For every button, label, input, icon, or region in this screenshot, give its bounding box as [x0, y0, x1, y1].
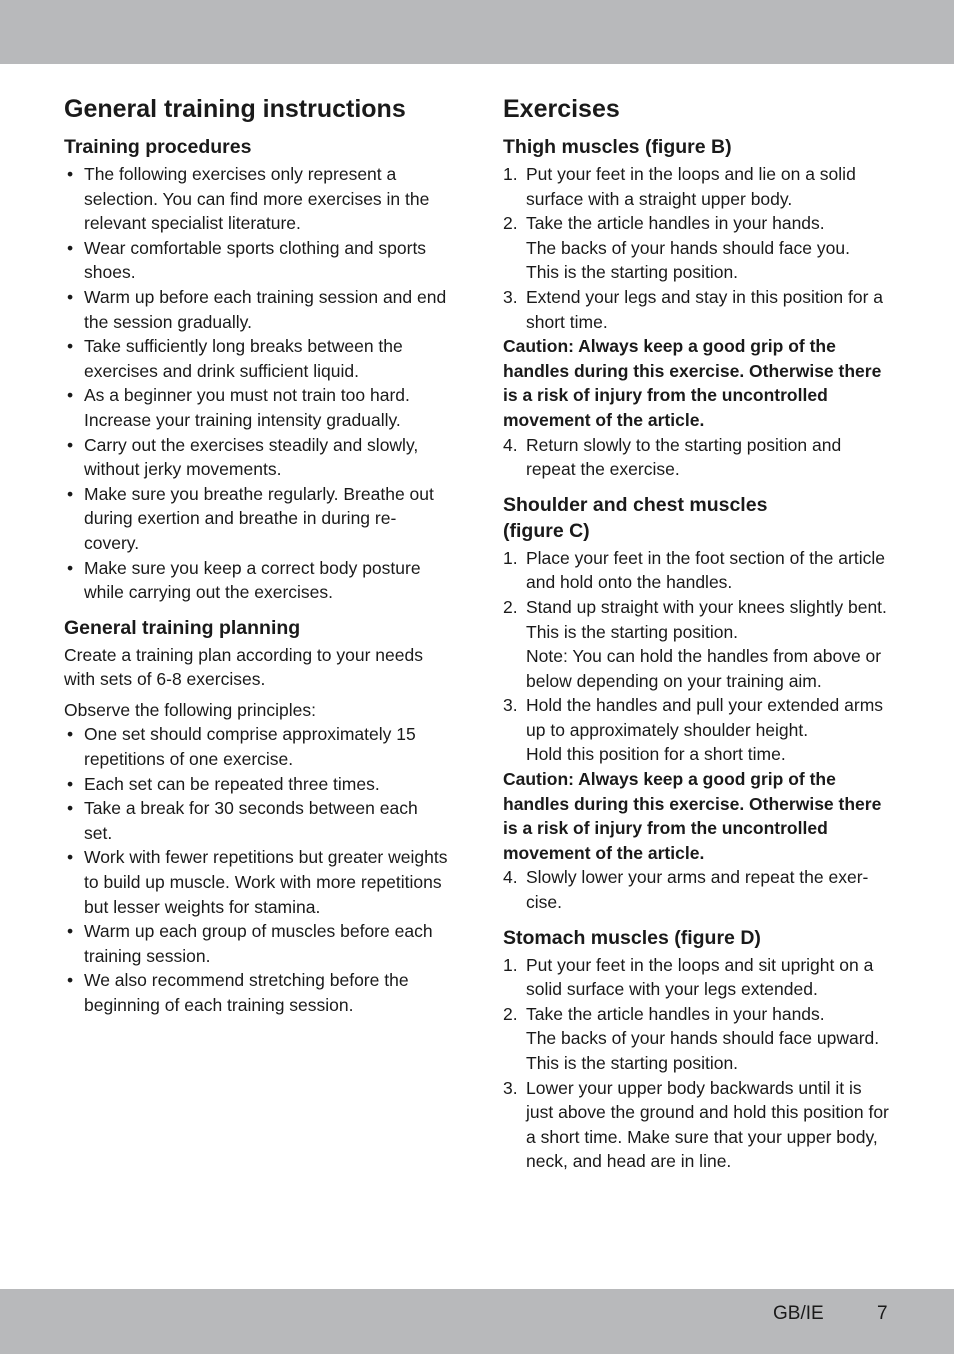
list-item: • We also recommend stretching before the beginning of each training session. — [64, 968, 448, 1017]
list-item: • Warm up before each training session and end the session gradually. — [64, 285, 448, 334]
list-item: 1. Place your feet in the foot section of the article and hold onto the handles. — [503, 547, 885, 593]
shoulder-section — [503, 492, 893, 915]
page-title-exercises: Exercises — [503, 95, 620, 123]
list-item: 2. Stand up straight with your knees slightly bent. This is the starting position. Note: You can hold the handles from above or below depending on your training aim. — [503, 596, 887, 691]
training-procedures-heading: Training procedures — [64, 136, 252, 158]
right-column — [503, 92, 893, 1184]
list-item: • Each set can be repeated three times. — [64, 772, 448, 797]
training-planning-section — [64, 615, 448, 1018]
list-item: 1. Put your feet in the loops and lie on a solid surface with a straight upper body. — [503, 164, 856, 209]
header-bar — [0, 0, 954, 64]
list-item: • Make sure you keep a correct body posture while carrying out the exercises. — [64, 556, 448, 605]
list-item: • As a beginner you must not train too hard. Increase your training intensity gradually. — [64, 383, 448, 432]
list-item: • Warm up each group of muscles before each training session. — [64, 919, 448, 968]
shoulder-heading: Shoulder and chest muscles (figure C) — [503, 493, 768, 542]
list-item: • Make sure you breathe regularly. Breathe out during exertion and breathe in during re-covery. — [64, 482, 448, 556]
list-item: • Wear comfortable sports clothing and sports shoes. — [64, 236, 448, 285]
list-item: 1. Put your feet in the loops and sit upright on a solid surface with your legs extended. — [503, 954, 874, 1000]
list-item: • Take a break for 30 seconds between each set. — [64, 796, 448, 845]
list-item: 3. Lower your upper body backwards until it is just above the ground and hold this position for a short time. Make sure that your upper body, neck, and head are in line. — [503, 1077, 889, 1172]
stomach-section — [503, 925, 893, 1174]
list-item: 4. Slowly lower your arms and repeat the exer-cise. — [503, 867, 869, 913]
thigh-steps-continued — [503, 433, 893, 482]
list-item: 3. Extend your legs and stay in this position for a short time. — [503, 286, 884, 332]
principles-list — [64, 722, 448, 1017]
page-title-general-training: General training instructions — [64, 95, 406, 123]
left-column — [64, 92, 448, 1028]
list-item: • Carry out the exercises steadily and slowly, without jerky movements. — [64, 433, 448, 482]
planning-intro: Create a training plan according to your needs with sets of 6-8 exercises. — [64, 644, 423, 690]
training-procedures-section — [64, 134, 448, 605]
shoulder-steps — [503, 546, 893, 767]
thigh-heading: Thigh muscles (figure B) — [503, 136, 732, 158]
list-item: • One set should comprise approximately 15 repetitions of one exercise. — [64, 722, 448, 771]
page-number: 7 — [877, 1303, 888, 1324]
list-item: 2. Take the article handles in your hands. The backs of your hands should face you. This is the starting position. — [503, 213, 850, 283]
list-item: • Work with fewer repetitions but greater weights to build up muscle. Work with more repetitions but lesser weights for stamina. — [64, 845, 448, 919]
thigh-steps — [503, 162, 893, 334]
list-item: • The following exercises only represent a selection. You can find more exercises in the relevant specialist literature. — [64, 162, 448, 236]
list-item: 3. Hold the handles and pull your extended arms up to approximately shoulder height. Hold this position for a short time. — [503, 695, 884, 765]
footer-region-label: GB/IE — [773, 1303, 824, 1324]
stomach-steps — [503, 953, 893, 1174]
list-item: • Take sufficiently long breaks between the exercises and drink sufficient liquid. — [64, 334, 448, 383]
list-item: 4. Return slowly to the starting position and repeat the exercise. — [503, 434, 842, 480]
thigh-section — [503, 134, 893, 482]
shoulder-steps-continued — [503, 865, 893, 914]
list-item: 2. Take the article handles in your hands. The backs of your hands should face upward. This is the starting position. — [503, 1003, 880, 1073]
caution-text: Caution: Always keep a good grip of the handles during this exercise. Otherwise there is a risk of injury from the uncontrolled movement of the article. — [503, 336, 882, 430]
training-planning-heading: General training planning — [64, 616, 301, 639]
principles-label: Observe the following principles: — [64, 699, 316, 720]
training-procedures-list — [64, 162, 448, 605]
caution-text: Caution: Always keep a good grip of the handles during this exercise. Otherwise there is a risk of injury from the uncontrolled movement of the article. — [503, 769, 882, 863]
stomach-heading: Stomach muscles (figure D) — [503, 926, 761, 949]
